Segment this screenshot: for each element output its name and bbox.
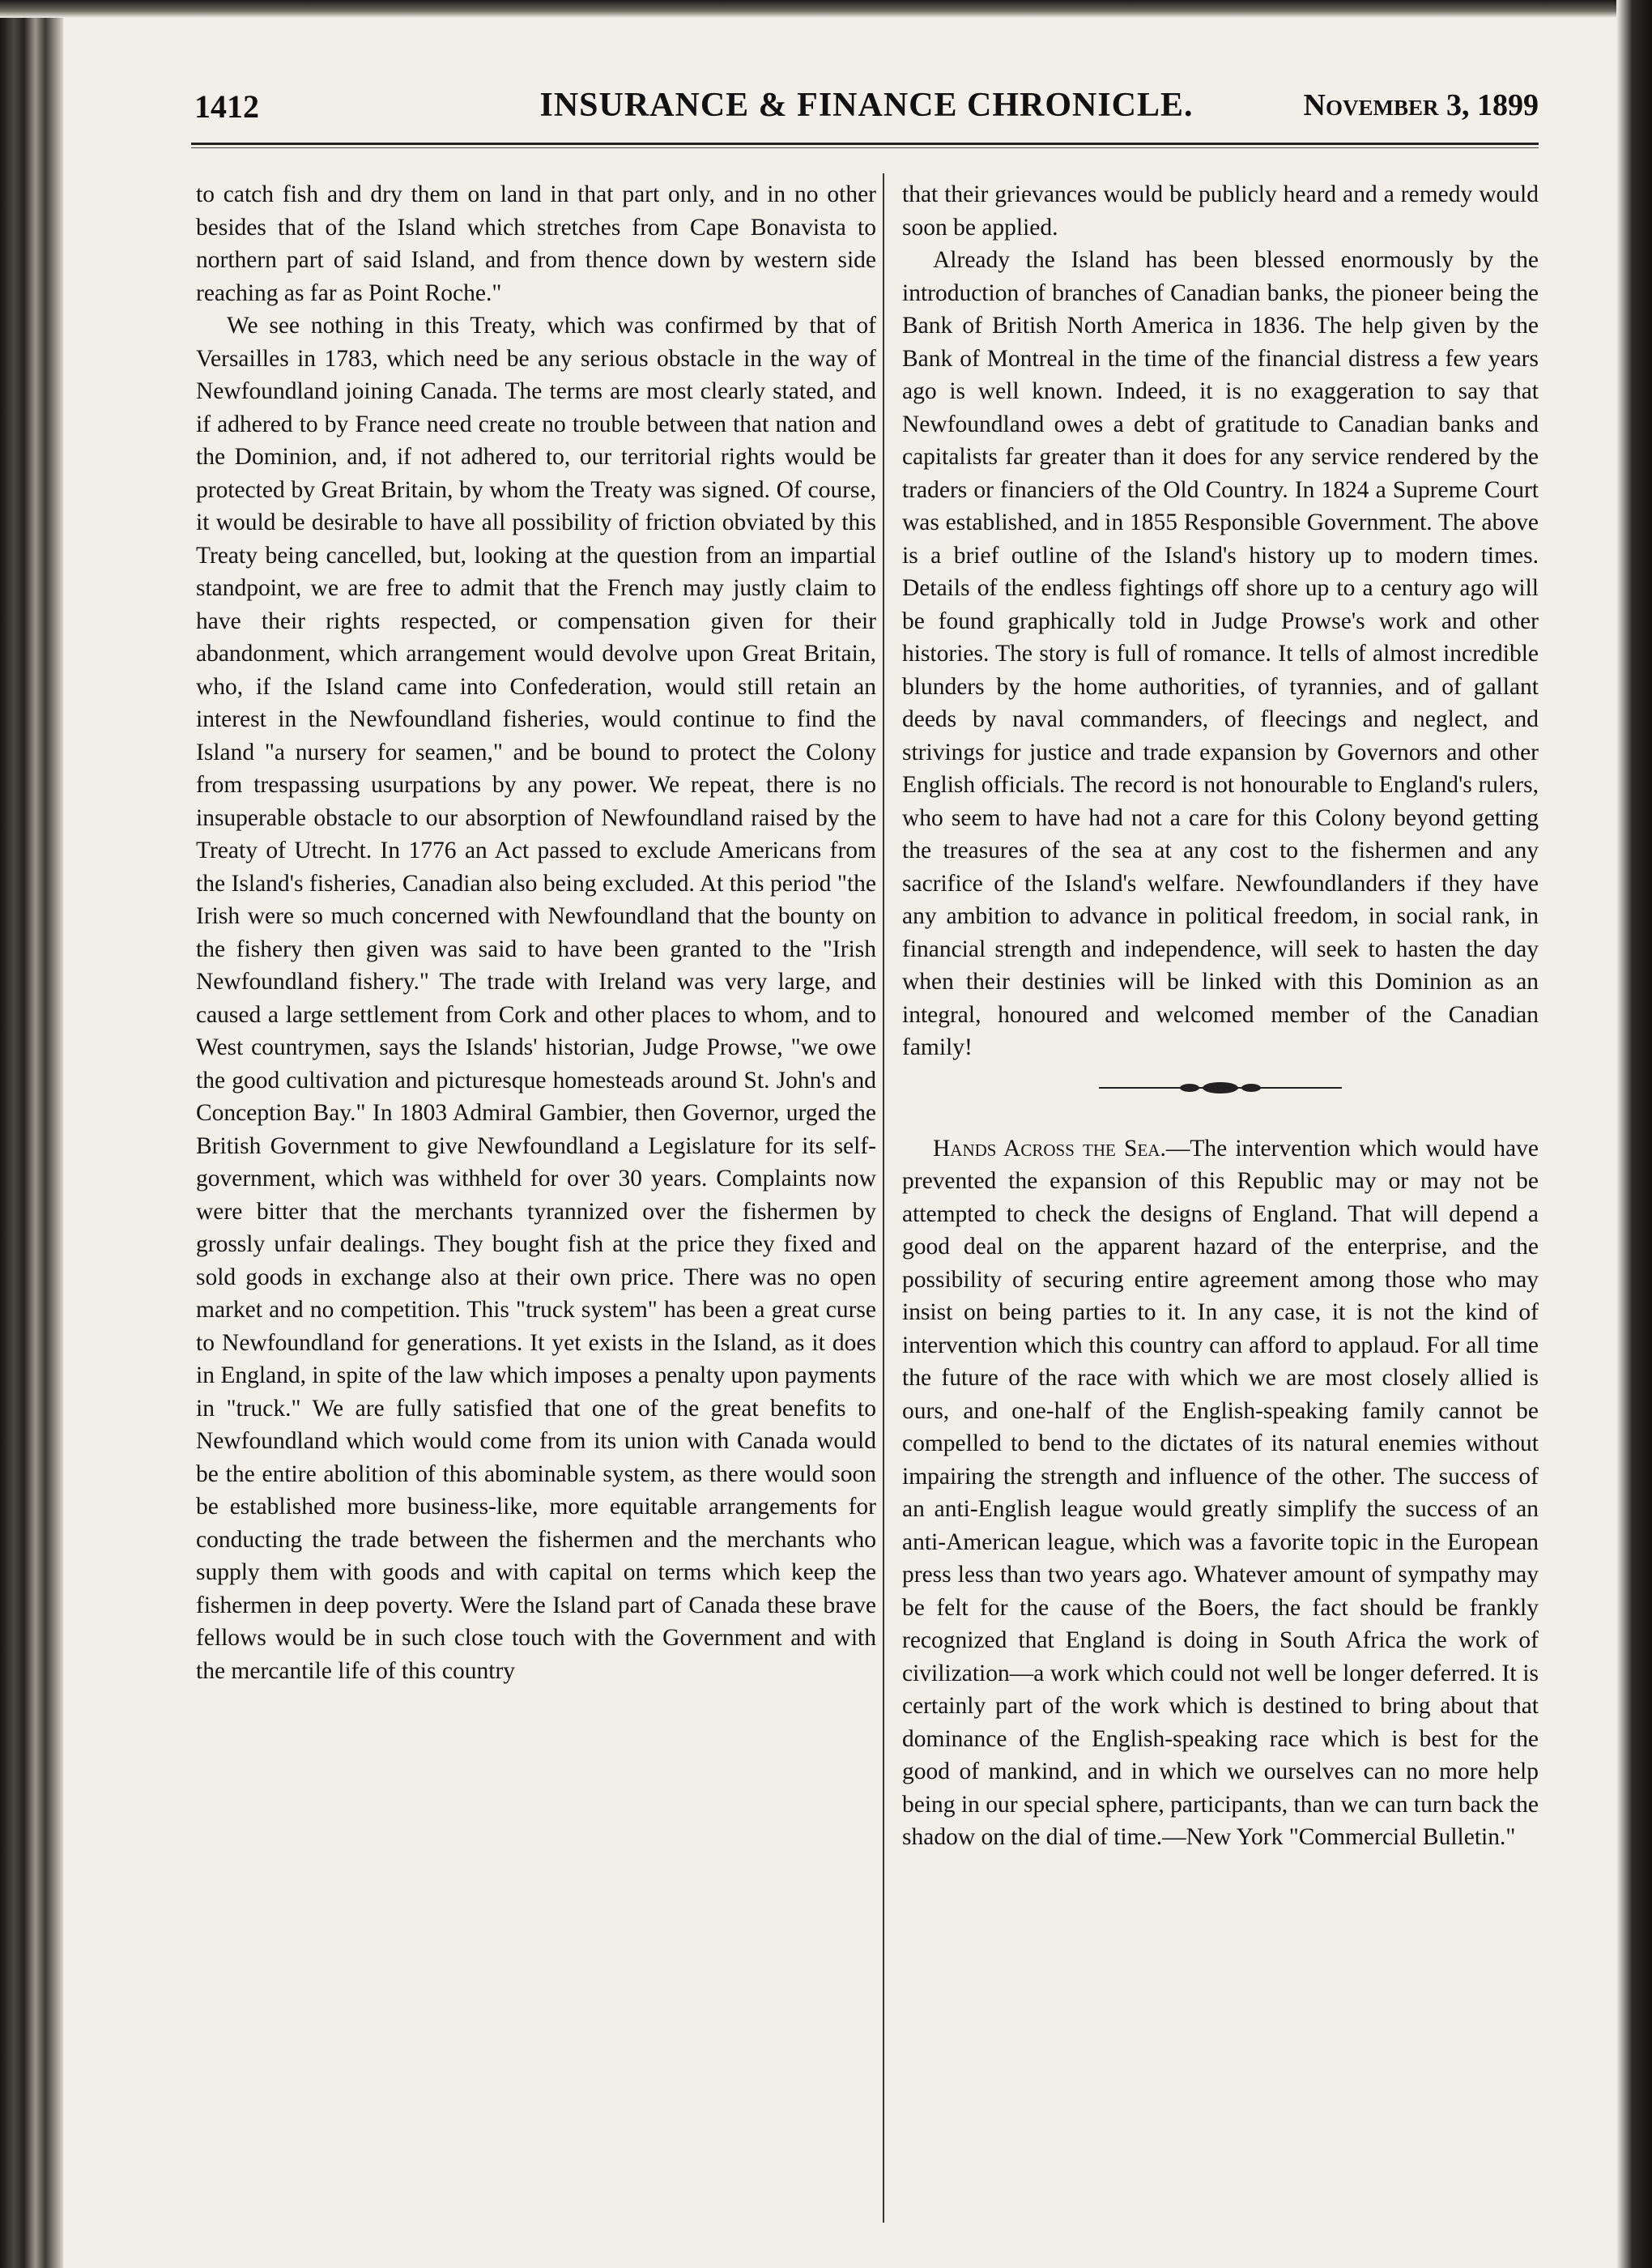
paragraph: Already the Island has been blessed enormously by the introduction of branches of Canadian banks, the pioneer being the Bank of British North America in 1836. The help given by the Bank of Montreal in the time of the financial distress a few years ago is well known. Indeed, it is no exaggeration to say that Newfoundland owes a debt of gratitude to Canadian banks and capitalists far greater than it does for any service rendered by the traders or financiers of the Old Country. In 1824 a Supreme Court was established, and in 1855 Responsible Government. The above is a brief outline of the Island's history up to modern times. Details of the endless fightings off shore up to a century ago will be found graphically told in Judge Prowse's work and other histories. The story is full of romance. It tells of almost incredible blunders by the home authorities, of tyrannies, and of gallant deeds by naval commanders, of fleecings and neglect, and strivings for justice and trade expansion by Governors and other English officials. The record is not honourable to England's rulers, who seem to have had not a care for this Colony beyond getting the treasures of the sea at any cost to the fishermen and any sacrifice of the Island's welfare. Newfoundlanders if they have any ambition to advance in political freedom, in social rank, in financial strength and independence, will seek to hasten the day when their destinies will be linked with this Dominion as an integral, honoured and welcomed member of the Canadian family!	[902, 247, 1539, 1060]
ornament-divider	[902, 1076, 1539, 1100]
article-body: —The intervention which would have prevented the expansion of this Republic may or may not be attempted to check the designs of England. That will depend a good deal on the apparent hazard of the enterprise, and the possibility of securing entire agreement among those who may insist on being parties to it. In any case, it is not the kind of intervention which this country can afford to applaud. For all time the future of the race with which we are most closely allied is ours, and one-half of the English-speaking family cannot be compelled to bend to the dictates of its natural enemies without impairing the strength and influence of the other. The success of an anti-English league would greatly simplify the success of an anti-American league, which was a favorite topic in the European press less than two years ago. Whatever amount of sympathy may be felt for the cause of the Boers, the fact should be frankly recognized that England is doing in South Africa the work of civilization—a work which could not well be longer deferred. It is certainly part of the work which is destined to bring about that dominance of the English-speaking race which is best for the good of mankind, and in which we ourselves can no more help being in our special sphere, participants, than we can turn back the shadow on the dial of time.—New York "Commercial Bulletin."	[902, 1135, 1539, 1850]
publication-title: INSURANCE & FINANCE CHRONICLE.	[539, 87, 1194, 124]
header-rule-thin	[191, 147, 1539, 148]
page-top-edge	[0, 0, 1652, 18]
right-column	[902, 178, 1539, 1854]
column-divider	[883, 173, 884, 2223]
paragraph: to catch fish and dry them on land in that part only, and in no other besides that of the Island which stretches from Cape Bonavista to northern part of said Island, and from thence down by western side reaching as far as Point Roche."	[196, 181, 876, 306]
issue-date: November 3, 1899	[1303, 88, 1539, 122]
paragraph: We see nothing in this Treaty, which was confirmed by that of Versailles in 1783, which need be any serious obstacle in the way of Newfoundland joining Canada. The terms are most clearly stated, and if adhered to by France need create no trouble between that nation and the Dominion, and, if not adhered to, our territorial rights would be protected by Great Britain, by whom the Treaty was signed. Of course, it would be desirable to have all possibility of friction obviated by this Treaty being cancelled, but, looking at the question from an impartial standpoint, we are free to admit that the French may justly claim to have their rights respected, or compensation given for their abandonment, which arrangement would devolve upon Great Britain, who, if the Island came into Confederation, would still retain an interest in the Newfoundland fisheries, would continue to find the Island "a nursery for seamen," and be bound to protect the Colony from trespassing usurpations by any power. We repeat, there is no insuperable obstacle to our absorption of Newfoundland raised by the Treaty of Utrecht. In 1776 an Act passed to exclude Americans from the Island's fisheries, Canadian also being excluded. At this period "the Irish were so much concerned with Newfoundland that the bounty on the fishery then given was said to have been granted to the "Irish Newfoundland fishery." The trade with Ireland was very large, and caused a large settlement from Cork and other places to whom, and to West countrymen, says the Islands' historian, Judge Prowse, "we owe the good cultivation and picturesque homesteads around St. John's and Conception Bay." In 1803 Admiral Gambier, then Governor, urged the British Government to give Newfoundland a Legislature for its self-government, which was withheld for over 30 years. Complaints now were bitter that the merchants tyrannized over the fishermen by grossly unfair dealings. They bought fish at the price they fixed and sold goods in exchange also at their own price. There was no open market and no competition. This "truck system" has been a great curse to Newfoundland for generations. It yet exists in the Island, as it does in England, in spite of the law which imposes a penalty upon payments in "truck." We are fully satisfied that one of the great benefits to Newfoundland which would come from its union with Canada would be the entire abolition of this abominable system, as there would soon be established more business-like, more equitable arrangements for conducting the trade between the fishermen and the merchants who supply them with goods and with capital on terms which keep the fishermen in deep poverty. Were the Island part of Canada these brave fellows would be in such close touch with the Government and with the mercantile life of this country	[196, 313, 876, 1684]
article-paragraph	[902, 1132, 1539, 1854]
ornament-divider-icon	[1099, 1076, 1342, 1100]
header-rule	[191, 143, 1539, 145]
book-spine	[0, 0, 63, 2268]
page-number: 1412	[194, 88, 259, 125]
article-heading: Hands Across the Sea.	[933, 1135, 1166, 1162]
running-header	[194, 79, 1539, 136]
left-column	[196, 178, 876, 1687]
paragraph: that their grievances would be publicly heard and a remedy would soon be applied.	[902, 181, 1539, 241]
page-right-edge	[1616, 0, 1652, 2268]
